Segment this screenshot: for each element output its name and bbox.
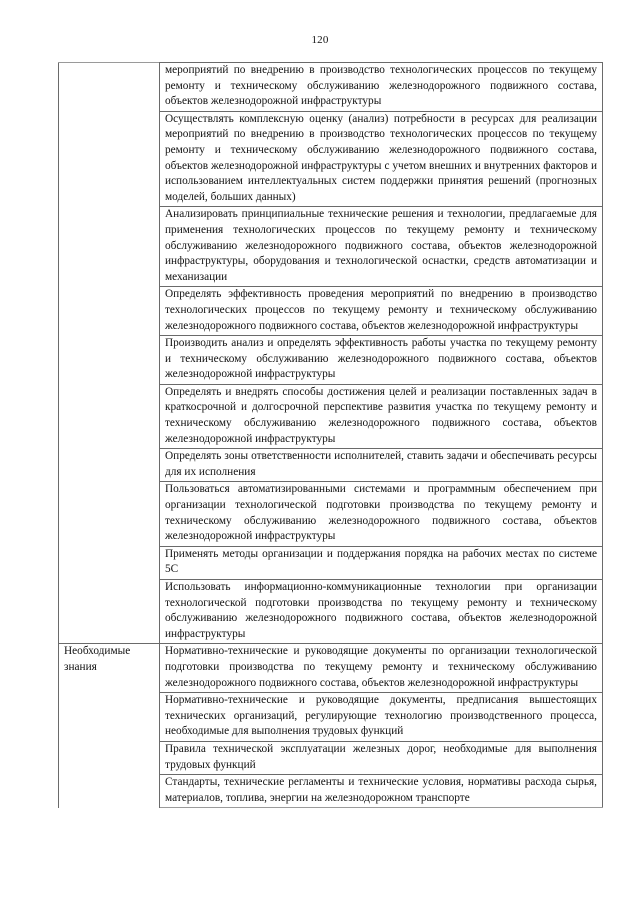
knowledge-item: Правила технической эксплуатации железных дорог, необходимые для выполнения трудовых функций (160, 741, 603, 774)
skill-item: Определять зоны ответственности исполнителей, ставить задачи и обеспечивать ресурсы для их исполнения (160, 449, 603, 482)
table-row (59, 644, 603, 693)
page-number: 120 (311, 34, 329, 46)
knowledge-item: Стандарты, технические регламенты и технические условия, нормативы расхода сырья, материалов, топлива, энергии на железнодорожном транспорте (160, 775, 603, 808)
knowledge-item: Нормативно-технические и руководящие документы по организации технологической подготовки производства по текущему ремонту и техническому обслуживанию железнодорожного подвижного состава, объектов железнодорожной инфраструктуры (160, 644, 603, 693)
knowledge-label-cell: Необходимые знания (59, 644, 160, 808)
skill-item: Пользоваться автоматизированными системами и программным обеспечением при организации технологической подготовки производства по текущему ремонту и техническому обслуживанию железнодорожного подвижного состава, объектов железнодорожной инфраструктуры (160, 482, 603, 546)
skill-item: Определять эффективность проведения мероприятий по внедрению в производство технологических процессов по текущему ремонту и техническому обслуживанию железнодорожного подвижного состава, объектов железнодорожной инфраструктуры (160, 287, 603, 336)
skill-item: Анализировать принципиальные технические решения и технологии, предлагаемые для применения технологических процессов по текущему ремонту и техническому обслуживанию железнодорожного подвижного состава, объектов железнодорожной инфраструктуры, оборудования и технологической оснастки, средств автоматизации и механизации (160, 207, 603, 287)
competency-table (58, 62, 603, 808)
skill-item: Определять и внедрять способы достижения целей и реализации поставленных задач в краткосрочной и долгосрочной перспективе развития участка по текущему ремонту и техническому обслуживанию железнодорожного подвижного состава, объектов железнодорожной инфраструктуры (160, 384, 603, 448)
table-row (59, 63, 603, 112)
skill-item: мероприятий по внедрению в производство технологических процессов по текущему ремонту и техническому обслуживанию железнодорожного подвижного состава, объектов железнодорожной инфраструктуры (160, 63, 603, 112)
knowledge-item: Нормативно-технические и руководящие документы, предписания вышестоящих технических организаций, регулирующие технологию производственного процесса, необходимые для выполнения трудовых функций (160, 693, 603, 742)
skills-label-cell (59, 63, 160, 644)
skill-item: Применять методы организации и поддержания порядка на рабочих местах по системе 5С (160, 546, 603, 579)
skill-item: Осуществлять комплексную оценку (анализ) потребности в ресурсах для реализации мероприятий по внедрению в производство технологических процессов по текущему ремонту и техническому обслуживанию железнодорожного подвижного состава, объектов железнодорожной инфраструктуры с учетом внешних и внутренних факторов и использованием интеллектуальных систем поддержки принятия решений (прогнозных моделей, больших данных) (160, 111, 603, 207)
skill-item: Использовать информационно-коммуникационные технологии при организации технологической подготовки производства по текущему ремонту и техническому обслуживанию железнодорожного подвижного состава, объектов железнодорожной инфраструктуры (160, 580, 603, 644)
skill-item: Производить анализ и определять эффективность работы участка по текущему ремонту и техническому обслуживанию железнодорожного подвижного состава, объектов железнодорожной инфраструктуры (160, 336, 603, 385)
